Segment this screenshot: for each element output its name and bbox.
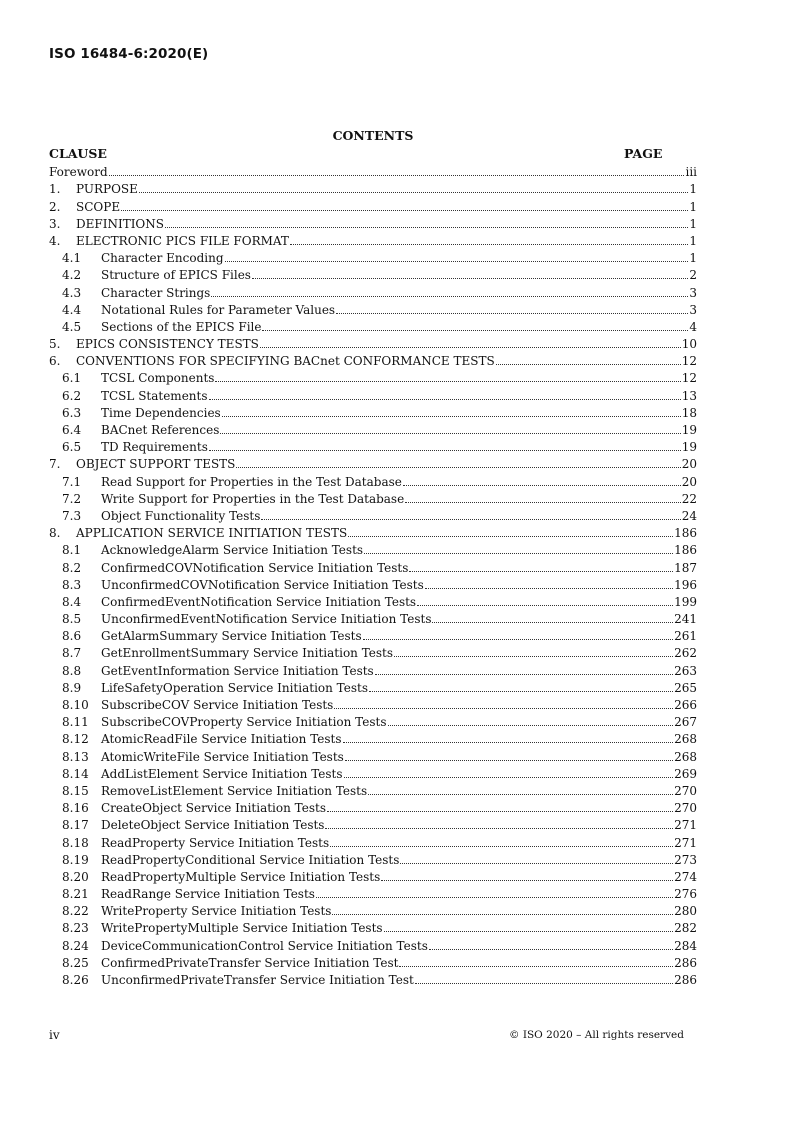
dot-leader xyxy=(364,552,673,554)
toc-entry-number: 8.21 xyxy=(62,887,89,902)
dot-leader xyxy=(332,913,673,915)
dot-leader xyxy=(334,707,673,709)
toc-entry-page: 20 xyxy=(681,474,697,489)
dot-leader xyxy=(369,690,673,692)
toc-entry-number: 8.16 xyxy=(62,801,89,816)
toc-entry-page: 12 xyxy=(681,354,697,369)
toc-entry[interactable] xyxy=(49,851,697,868)
dot-leader xyxy=(348,535,673,537)
toc-entry-title: GetEnrollmentSummary Service Initiation Tests xyxy=(101,646,394,661)
toc-entry[interactable] xyxy=(49,541,697,558)
toc-entry-number: 6.2 xyxy=(62,388,82,403)
toc-entry[interactable] xyxy=(49,507,697,524)
dot-leader xyxy=(252,277,688,279)
toc-entry-number: 2. xyxy=(49,199,61,214)
toc-entry-page: 20 xyxy=(681,457,697,472)
dot-leader xyxy=(261,518,680,520)
dot-leader xyxy=(222,415,681,417)
toc-entry-number: 8.22 xyxy=(62,904,89,919)
toc-entry-title: Character Encoding xyxy=(101,251,224,266)
toc-entry-page: 268 xyxy=(674,749,697,764)
dot-leader xyxy=(368,793,673,795)
toc-entry[interactable] xyxy=(49,816,697,833)
toc-entry[interactable] xyxy=(49,765,697,782)
toc-entry[interactable] xyxy=(49,386,697,403)
document-id-header: ISO 16484-6:2020(E) xyxy=(49,46,209,62)
toc-entry-title: LifeSafetyOperation Service Initiation Tests xyxy=(101,680,368,695)
toc-entry[interactable] xyxy=(49,232,697,249)
toc-entry-number: 8.18 xyxy=(62,835,89,850)
toc-entry-page: 1 xyxy=(689,216,697,231)
toc-entry-title: GetAlarmSummary Service Initiation Tests xyxy=(101,629,362,644)
dot-leader xyxy=(260,346,681,348)
dot-leader xyxy=(381,879,673,881)
dot-leader xyxy=(429,948,673,950)
toc-entry-title: DeviceCommunicationControl Service Initiation Tests xyxy=(101,938,428,953)
toc-entry-number: 8.4 xyxy=(62,594,82,609)
toc-entry[interactable] xyxy=(49,335,697,352)
toc-entry-number: 4.4 xyxy=(62,302,82,317)
toc-entry[interactable] xyxy=(49,971,697,988)
toc-entry[interactable] xyxy=(49,558,697,575)
dot-leader xyxy=(121,209,688,211)
toc-entry-number: 8.9 xyxy=(62,680,82,695)
toc-entry-title: ConfirmedEventNotification Service Initiation Tests xyxy=(101,594,417,609)
toc-entry-title: Sections of the EPICS File xyxy=(101,319,262,334)
contents-title: CONTENTS xyxy=(332,128,414,143)
toc-entry-page: 196 xyxy=(674,577,697,592)
toc-entry[interactable] xyxy=(49,352,697,369)
toc-entry-title: Time Dependencies xyxy=(101,405,221,420)
dot-leader xyxy=(139,191,688,193)
toc-entry-page: 274 xyxy=(674,869,697,884)
toc-entry[interactable] xyxy=(49,661,697,678)
toc-entry-page: 271 xyxy=(674,818,697,833)
page-column-label: PAGE xyxy=(624,146,663,161)
toc-entry[interactable] xyxy=(49,318,697,335)
toc-entry-number: 8.8 xyxy=(62,663,82,678)
toc-entry-number: 8.1 xyxy=(62,543,82,558)
toc-entry[interactable] xyxy=(49,644,697,661)
toc-entry-title: APPLICATION SERVICE INITIATION TESTS xyxy=(76,526,348,541)
dot-leader xyxy=(236,466,680,468)
toc-entry[interactable] xyxy=(49,490,697,507)
dot-leader xyxy=(211,295,688,297)
toc-entry-title: GetEventInformation Service Initiation Tests xyxy=(101,663,374,678)
toc-entry-page: 2 xyxy=(689,268,697,283)
toc-entry[interactable] xyxy=(49,799,697,816)
toc-entry-title: WriteProperty Service Initiation Tests xyxy=(101,904,332,919)
dot-leader xyxy=(432,621,673,623)
toc-entry-number: 1. xyxy=(49,182,61,197)
toc-entry-page: 4 xyxy=(689,319,697,334)
toc-entry-page: 199 xyxy=(674,594,697,609)
toc-entry-page: 282 xyxy=(674,921,697,936)
toc-entry[interactable] xyxy=(49,885,697,902)
toc-entry-page: 276 xyxy=(674,887,697,902)
dot-leader xyxy=(215,380,680,382)
dot-leader xyxy=(403,484,681,486)
toc-entry-page: 24 xyxy=(681,508,697,523)
dot-leader xyxy=(109,174,685,176)
toc-entry[interactable] xyxy=(49,283,697,300)
toc-entry-title: ReadProperty Service Initiation Tests xyxy=(101,835,330,850)
toc-entry-page: 269 xyxy=(674,766,697,781)
toc-entry-title: TCSL Statements xyxy=(101,388,208,403)
toc-entry[interactable] xyxy=(49,215,697,232)
toc-entry-title: Character Strings xyxy=(101,285,211,300)
dot-leader xyxy=(388,724,674,726)
toc-entry-page: 270 xyxy=(674,783,697,798)
toc-entry-title: Read Support for Properties in the Test Database xyxy=(101,474,402,489)
toc-entry[interactable] xyxy=(49,730,697,747)
toc-entry-number: 8.5 xyxy=(62,612,82,627)
toc-entry-number: 6. xyxy=(49,354,61,369)
toc-entry-number: 4.2 xyxy=(62,268,82,283)
toc-entry-number: 8. xyxy=(49,526,61,541)
dot-leader xyxy=(405,501,681,503)
toc-entry-number: 8.2 xyxy=(62,560,82,575)
toc-entry-title: SubscribeCOV Service Initiation Tests xyxy=(101,698,334,712)
toc-entry[interactable] xyxy=(49,627,697,644)
footer-copyright: © ISO 2020 – All rights reserved xyxy=(509,1029,684,1041)
dot-leader xyxy=(165,226,688,228)
toc-entry-page: 271 xyxy=(674,835,697,850)
toc-entry-number: 6.5 xyxy=(62,440,82,455)
toc-entry-title: Write Support for Properties in the Test Database xyxy=(101,491,405,506)
dot-leader xyxy=(327,810,673,812)
toc-entry-title: ReadPropertyConditional Service Initiation Tests xyxy=(101,852,400,867)
toc-entry[interactable] xyxy=(49,936,697,953)
dot-leader xyxy=(336,312,688,314)
toc-entry-page: 1 xyxy=(689,233,697,248)
toc-entry-title: EPICS CONSISTENCY TESTS xyxy=(76,337,259,352)
toc-entry-title: TD Requirements xyxy=(101,440,208,455)
toc-entry[interactable] xyxy=(49,369,697,386)
toc-entry-title: Foreword xyxy=(49,165,108,180)
toc-entry-title: Object Functionality Tests xyxy=(101,508,261,523)
dot-leader xyxy=(209,449,681,451)
toc-entry-number: 8.25 xyxy=(62,955,89,970)
toc-entry[interactable] xyxy=(49,438,697,455)
toc-entry-title: ELECTRONIC PICS FILE FORMAT xyxy=(76,233,289,248)
dot-leader xyxy=(399,965,673,967)
toc-entry-title: UnconfirmedEventNotification Service Initiation Tests xyxy=(101,612,432,627)
toc-entry-page: 241 xyxy=(674,612,697,627)
toc-entry-number: 8.26 xyxy=(62,973,89,987)
toc-entry-title: AcknowledgeAlarm Service Initiation Tests xyxy=(101,543,364,558)
toc-entry-title: WritePropertyMultiple Service Initiation Tests xyxy=(101,921,383,936)
toc-entry[interactable] xyxy=(49,610,697,627)
toc-entry-page: 280 xyxy=(674,904,697,919)
toc-entry-number: 7.3 xyxy=(62,508,82,523)
toc-entry-page: 270 xyxy=(674,801,697,816)
toc-entry-number: 8.11 xyxy=(62,715,89,730)
toc-entry-number: 8.15 xyxy=(62,783,89,798)
toc-entry-title: UnconfirmedPrivateTransfer Service Initiation Test xyxy=(101,973,414,987)
toc-entry-page: iii xyxy=(685,165,697,180)
toc-entry-number: 8.19 xyxy=(62,852,89,867)
toc-entry-page: 10 xyxy=(681,337,697,352)
toc-entry-number: 7.2 xyxy=(62,491,82,506)
dot-leader xyxy=(316,896,673,898)
toc-entry-page: 286 xyxy=(674,973,697,987)
toc-entry-title: OBJECT SUPPORT TESTS xyxy=(76,457,236,472)
toc-entry[interactable] xyxy=(49,593,697,610)
toc-entry-title: ReadPropertyMultiple Service Initiation Tests xyxy=(101,869,381,884)
toc-entry-title: AtomicWriteFile Service Initiation Tests xyxy=(101,749,344,764)
clause-column-label: CLAUSE xyxy=(49,146,107,161)
toc-entry-title: SubscribeCOVProperty Service Initiation Tests xyxy=(101,715,387,730)
dot-leader xyxy=(330,845,673,847)
toc-entry-title: BACnet References xyxy=(101,423,220,437)
toc-entry[interactable] xyxy=(49,782,697,799)
toc-entry-title: UnconfirmedCOVNotification Service Initiation Tests xyxy=(101,577,424,592)
toc-entry-title: Notational Rules for Parameter Values xyxy=(101,302,336,317)
toc-entry[interactable] xyxy=(49,180,697,197)
toc-entry[interactable] xyxy=(49,524,697,541)
dot-leader xyxy=(262,329,688,331)
toc-entry-page: 19 xyxy=(681,440,697,455)
toc-entry-number: 6.1 xyxy=(62,371,82,386)
toc-entry-page: 265 xyxy=(674,680,697,695)
dot-leader xyxy=(417,604,673,606)
dot-leader xyxy=(290,243,688,245)
toc-entry[interactable] xyxy=(49,919,697,936)
toc-entry-page: 284 xyxy=(674,938,697,953)
toc-entry-number: 8.10 xyxy=(62,698,89,712)
toc-entry[interactable] xyxy=(49,696,697,713)
toc-entry-page: 268 xyxy=(674,732,697,747)
toc-entry-page: 3 xyxy=(689,285,697,300)
dot-leader xyxy=(415,982,673,984)
toc-entry-number: 4.5 xyxy=(62,319,82,334)
dot-leader xyxy=(400,862,673,864)
toc-entry[interactable] xyxy=(49,163,697,180)
toc-entry-page: 13 xyxy=(681,388,697,403)
toc-entry-page: 273 xyxy=(674,852,697,867)
toc-entry-title: AddListElement Service Initiation Tests xyxy=(101,766,343,781)
toc-entry[interactable] xyxy=(49,713,697,730)
dot-leader xyxy=(325,827,673,829)
toc-entry-title: TCSL Components xyxy=(101,371,215,386)
dot-leader xyxy=(496,363,681,365)
toc-entry-page: 186 xyxy=(674,543,697,558)
toc-entry-number: 6.3 xyxy=(62,405,82,420)
toc-entry-number: 6.4 xyxy=(62,423,82,437)
toc-entry-page: 263 xyxy=(674,663,697,678)
toc-entry-page: 267 xyxy=(674,715,697,730)
toc-entry-number: 4. xyxy=(49,233,61,248)
toc-entry-page: 3 xyxy=(689,302,697,317)
toc-entry-page: 266 xyxy=(674,698,697,712)
dot-leader xyxy=(363,638,673,640)
toc-entry-number: 7.1 xyxy=(62,474,82,489)
dot-leader xyxy=(209,398,681,400)
toc-entry[interactable] xyxy=(49,197,697,214)
toc-entry[interactable] xyxy=(49,421,697,438)
toc-entry-number: 8.13 xyxy=(62,749,89,764)
toc-entry-page: 18 xyxy=(681,405,697,420)
toc-entry-number: 8.3 xyxy=(62,577,82,592)
toc-entry-title: SCOPE xyxy=(76,199,121,214)
dot-leader xyxy=(394,655,673,657)
toc-entry-number: 8.23 xyxy=(62,921,89,936)
toc-entry-number: 4.1 xyxy=(62,251,82,266)
toc-entry[interactable] xyxy=(49,747,697,764)
toc-entry-title: DEFINITIONS xyxy=(76,216,164,231)
toc-entry-page: 19 xyxy=(681,423,697,437)
toc-entry-number: 8.20 xyxy=(62,869,89,884)
toc-entry-title: CreateObject Service Initiation Tests xyxy=(101,801,326,816)
toc-entry-number: 8.6 xyxy=(62,629,82,644)
toc-entry[interactable] xyxy=(49,954,697,971)
toc-entry-title: ReadRange Service Initiation Tests xyxy=(101,887,315,902)
toc-entry-title: Structure of EPICS Files xyxy=(101,268,251,283)
toc-entry-title: RemoveListElement Service Initiation Tests xyxy=(101,783,368,798)
toc-entry[interactable] xyxy=(49,301,697,318)
toc-entry-number: 3. xyxy=(49,216,61,231)
dot-leader xyxy=(409,570,673,572)
toc-entry[interactable] xyxy=(49,576,697,593)
toc-entry[interactable] xyxy=(49,266,697,283)
toc-entry-title: ConfirmedPrivateTransfer Service Initiation Test xyxy=(101,955,399,970)
dot-leader xyxy=(343,741,674,743)
toc-entry-number: 7. xyxy=(49,457,61,472)
dot-leader xyxy=(225,260,689,262)
toc-entry[interactable] xyxy=(49,868,697,885)
toc-entry-page: 286 xyxy=(674,955,697,970)
toc-entry-title: DeleteObject Service Initiation Tests xyxy=(101,818,325,833)
toc-entry[interactable] xyxy=(49,833,697,850)
toc-entry[interactable] xyxy=(49,455,697,472)
toc-entry-number: 8.14 xyxy=(62,766,89,781)
toc-entry-number: 8.7 xyxy=(62,646,82,661)
toc-entry-number: 4.3 xyxy=(62,285,82,300)
toc-entry[interactable] xyxy=(49,249,697,266)
toc-entry-number: 8.24 xyxy=(62,938,89,953)
toc-entry[interactable] xyxy=(49,472,697,489)
dot-leader xyxy=(344,776,674,778)
dot-leader xyxy=(425,587,673,589)
toc-entry-title: CONVENTIONS FOR SPECIFYING BACnet CONFORMANCE TESTS xyxy=(76,354,495,369)
dot-leader xyxy=(220,432,680,434)
toc-entry-number: 8.12 xyxy=(62,732,89,747)
dot-leader xyxy=(345,759,673,761)
toc-entry-page: 1 xyxy=(689,182,697,197)
toc-entry-page: 22 xyxy=(681,491,697,506)
toc-entry-number: 8.17 xyxy=(62,818,89,833)
toc-entry-page: 1 xyxy=(689,199,697,214)
toc-entry-number: 5. xyxy=(49,337,61,352)
toc-entry-page: 187 xyxy=(674,560,697,575)
toc-entry-page: 262 xyxy=(674,646,697,661)
toc-entry-page: 12 xyxy=(681,371,697,386)
dot-leader xyxy=(375,673,673,675)
toc-entry-page: 261 xyxy=(674,629,697,644)
footer-page-number: iv xyxy=(49,1028,60,1042)
toc-entry[interactable] xyxy=(49,679,697,696)
dot-leader xyxy=(384,930,674,932)
toc-entry-title: PURPOSE xyxy=(76,182,138,197)
table-of-contents xyxy=(49,163,697,988)
toc-entry-page: 1 xyxy=(689,251,697,266)
toc-entry-title: ConfirmedCOVNotification Service Initiation Tests xyxy=(101,560,409,575)
toc-entry[interactable] xyxy=(49,902,697,919)
toc-entry[interactable] xyxy=(49,404,697,421)
toc-entry-page: 186 xyxy=(674,526,697,541)
toc-entry-title: AtomicReadFile Service Initiation Tests xyxy=(101,732,342,747)
